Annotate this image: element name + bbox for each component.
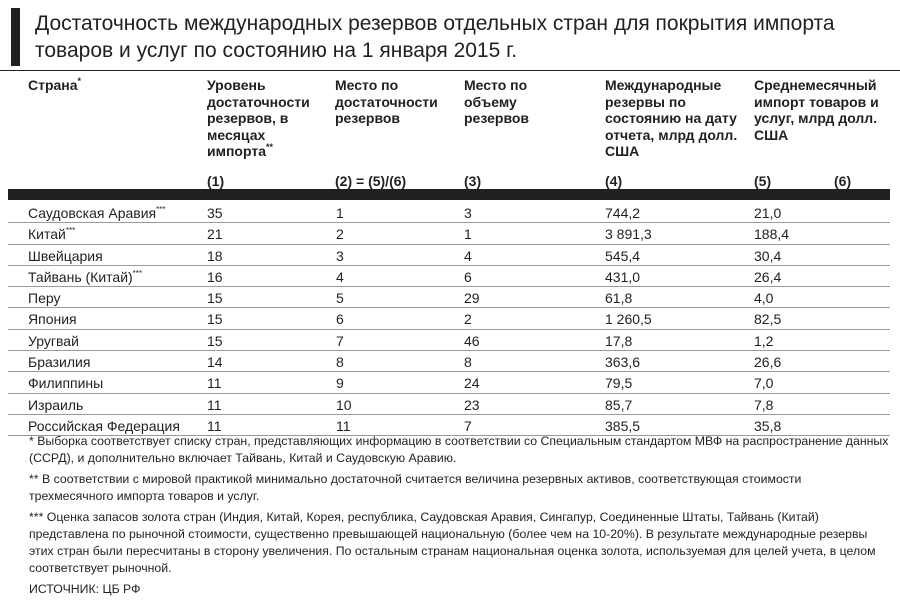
cell-reserves: 385,5 — [605, 417, 641, 434]
cell-volume-rank: 3 — [464, 205, 472, 221]
cell-volume-rank: 46 — [464, 332, 480, 349]
cell-months: 11 — [207, 375, 222, 392]
cell-import: 26,6 — [754, 354, 782, 371]
header-num-2: (2) = (5)/(6) — [335, 173, 407, 189]
cell-reserves: 431,0 — [605, 268, 641, 285]
header-country: Страна* — [28, 76, 82, 93]
cell-volume-rank: 7 — [464, 417, 472, 434]
header-volume-rank: Место по объему резервов — [464, 77, 530, 126]
cell-country: Уругвай — [28, 332, 79, 349]
title-accent-bar — [11, 8, 20, 66]
cell-country: Япония — [28, 311, 77, 328]
cell-reserves: 61,8 — [605, 290, 633, 307]
table-title: Достаточность международных резервов отдельных стран для покрытия импорта товаров и услуг по состоянию на 1 января 2015 г. — [35, 12, 835, 62]
cell-import: 82,5 — [754, 311, 782, 328]
cell-months: 15 — [207, 332, 223, 349]
cell-reserves: 545,4 — [605, 247, 641, 264]
cell-volume-rank: 23 — [464, 396, 480, 413]
header-num-1: (1) — [207, 173, 225, 189]
cell-adequacy-rank: 6 — [336, 311, 344, 328]
cell-volume-rank: 8 — [464, 354, 472, 371]
cell-months: 21 — [207, 226, 223, 243]
cell-import: 4,0 — [754, 290, 774, 307]
header-adequacy-months: Уровень достаточности резервов, в месяцах импорта** — [207, 77, 310, 159]
cell-volume-rank: 24 — [464, 375, 480, 392]
cell-import: 21,0 — [754, 205, 782, 221]
cell-reserves: 744,2 — [605, 205, 641, 221]
cell-adequacy-rank: 8 — [336, 354, 344, 371]
header-rule — [8, 189, 890, 200]
header-adequacy-rank: Место по достаточности резервов — [335, 77, 438, 126]
cell-import: 26,4 — [754, 268, 782, 285]
cell-country: Саудовская Аравия*** — [28, 205, 166, 221]
cell-months: 11 — [207, 396, 222, 413]
cell-volume-rank: 4 — [464, 247, 472, 264]
table-body — [8, 200, 890, 436]
cell-months: 15 — [207, 311, 223, 328]
table-row — [8, 266, 890, 287]
cell-reserves: 3 891,3 — [605, 226, 652, 243]
cell-months: 18 — [207, 247, 223, 264]
footnote-2: ** В соответствии с мировой практикой минимально достаточной считается величина резервных активов, соответствующая стоимости трехмесячного импорта товаров и услуг. — [29, 472, 802, 503]
cell-volume-rank: 2 — [464, 311, 472, 328]
cell-months: 14 — [207, 354, 223, 371]
cell-reserves: 79,5 — [605, 375, 633, 392]
table-row — [8, 372, 890, 393]
cell-adequacy-rank: 5 — [336, 290, 344, 307]
cell-import: 1,2 — [754, 332, 774, 349]
cell-country: Перу — [28, 290, 61, 307]
cell-import: 35,8 — [754, 417, 782, 434]
table-row — [8, 287, 890, 308]
cell-adequacy-rank: 11 — [336, 417, 351, 434]
cell-country: Израиль — [28, 396, 84, 413]
cell-adequacy-rank: 3 — [336, 247, 344, 264]
cell-months: 11 — [207, 417, 222, 434]
table-row — [8, 394, 890, 415]
cell-import: 7,8 — [754, 396, 774, 413]
footnote-1: * Выборка соответствует списку стран, представляющих информацию в соответствии со Специальным стандартом МВФ на распространение данных (ССРД), и дополнительно включает Тайвань, Китай и Саудовскую Аравию. — [29, 434, 889, 465]
cell-country: Тайвань (Китай)*** — [28, 268, 143, 285]
cell-adequacy-rank: 1 — [336, 205, 344, 221]
cell-adequacy-rank: 9 — [336, 375, 344, 392]
table-header — [0, 70, 900, 191]
cell-country: Российская Федерация — [28, 417, 180, 434]
header-reserves: Международные резервы по состоянию на дату отчета, млрд долл. США — [605, 77, 738, 159]
cell-import: 7,0 — [754, 375, 774, 392]
cell-country: Филиппины — [28, 375, 104, 392]
header-num-5: (5) — [754, 173, 772, 189]
cell-reserves: 17,8 — [605, 332, 633, 349]
table-row — [8, 351, 890, 372]
table-row — [8, 330, 890, 351]
cell-adequacy-rank: 7 — [336, 332, 344, 349]
cell-reserves: 1 260,5 — [605, 311, 652, 328]
header-num-6: (6) — [834, 173, 852, 189]
cell-volume-rank: 29 — [464, 290, 480, 307]
footnotes — [29, 433, 889, 598]
cell-import: 188,4 — [754, 226, 790, 243]
header-num-4: (4) — [605, 173, 623, 189]
cell-adequacy-rank: 10 — [336, 396, 352, 413]
source-note: ИСТОЧНИК: ЦБ РФ — [29, 582, 141, 596]
cell-country: Китай*** — [28, 226, 76, 243]
footnote-3: *** Оценка запасов золота стран (Индия, Китай, Корея, республика, Саудовская Аравия, Сингапур, Соединенные Штаты, Тайвань (Китай) представлена по рыночной стоимости, существенно превышающей национальную (более чем на 10-20%). В результате международные резервы этих стран были пересчитаны в сторону увеличения. По остальным странам национальная оценка золота, используемая для целей учета, в целом соответствует рыночной. — [29, 510, 876, 575]
cell-adequacy-rank: 4 — [336, 268, 344, 285]
cell-reserves: 363,6 — [605, 354, 641, 371]
table-row — [8, 245, 890, 266]
cell-import: 30,4 — [754, 247, 782, 264]
table-row — [8, 223, 890, 244]
cell-adequacy-rank: 2 — [336, 226, 344, 243]
cell-months: 16 — [207, 268, 223, 285]
cell-volume-rank: 6 — [464, 268, 472, 285]
cell-reserves: 85,7 — [605, 396, 633, 413]
cell-months: 15 — [207, 290, 223, 307]
header-monthly-import: Среднемесячный импорт товаров и услуг, млрд долл. США — [754, 77, 879, 143]
header-num-3: (3) — [464, 173, 482, 189]
cell-country: Бразилия — [28, 354, 91, 371]
cell-volume-rank: 1 — [464, 226, 472, 243]
table-row — [8, 202, 890, 223]
table-row — [8, 308, 890, 329]
cell-months: 35 — [207, 205, 223, 221]
cell-country: Швейцария — [28, 247, 103, 264]
